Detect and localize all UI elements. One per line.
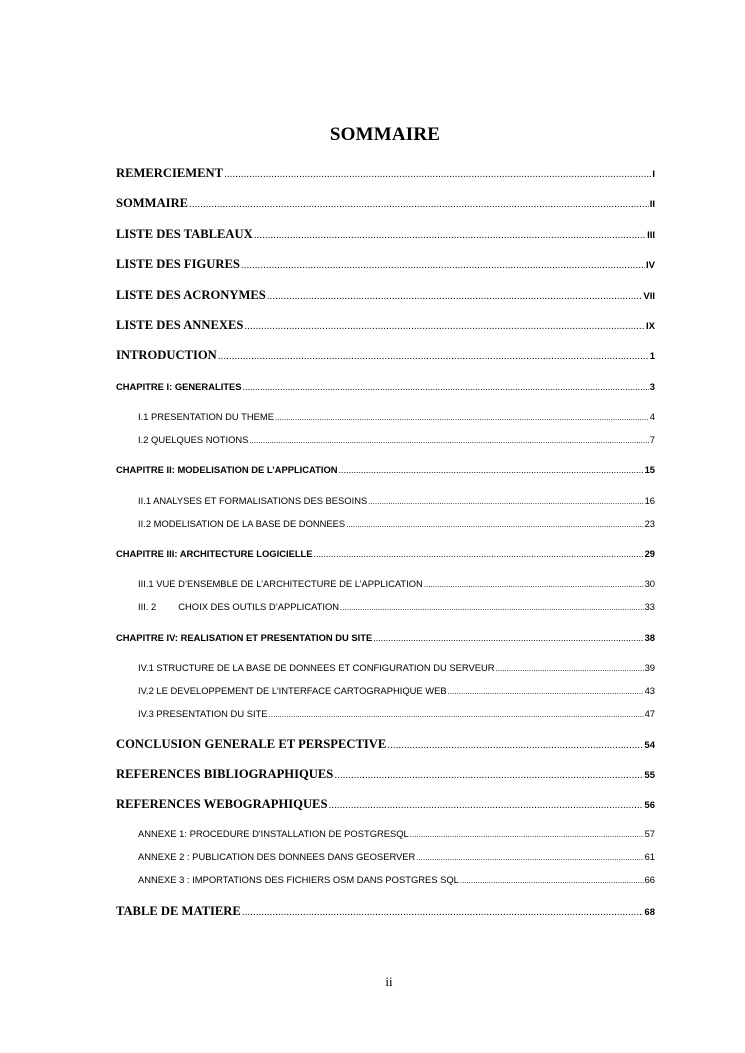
toc-entry-page: 16 [644, 495, 655, 506]
toc-entry-sommaire[interactable] [116, 196, 655, 211]
section-title: CHOIX DES OUTILS D’APPLICATION [178, 601, 340, 612]
toc-entry-label: II.1 ANALYSES ET FORMALISATIONS DES BESOINS [138, 495, 368, 506]
toc-entry-label: III.1 VUE D’ENSEMBLE DE L’ARCHITECTURE DE L’APPLICATION [138, 578, 423, 589]
toc-entry-label: CONCLUSION GENERALE ET PERSPECTIVE [116, 737, 387, 751]
toc-entry-label: ANNEXE 3 : IMPORTATIONS DES FICHIERS OSM DANS POSTGRES SQL [138, 874, 459, 885]
section-number: III. 2 [138, 601, 157, 612]
toc-entry-liste-des-annexes[interactable] [116, 318, 655, 333]
dot-leader [314, 549, 644, 559]
toc-entry-chapitre-2[interactable] [116, 464, 655, 475]
dot-leader [346, 520, 643, 529]
toc-entry-label: SOMMAIRE [116, 196, 189, 210]
toc-entry-label: I.2 QUELQUES NOTIONS [138, 434, 249, 445]
dot-leader [269, 710, 644, 719]
toc-entry-page: 7 [649, 434, 655, 445]
toc-entry-page: 54 [644, 740, 655, 751]
toc-entry-annexe-2[interactable] [138, 851, 655, 862]
toc-entry-label: IV.3 PRESENTATION DU SITE [138, 708, 268, 719]
toc-entry-label: REFERENCES WEBOGRAPHIQUES [116, 797, 328, 811]
toc-entry-page: 61 [644, 851, 655, 862]
toc-entry-label: CHAPITRE III: ARCHITECTURE LOGICIELLE [116, 548, 313, 559]
toc-entry-page: 55 [644, 770, 655, 781]
toc-entry-section-1-2[interactable] [138, 434, 655, 445]
toc-entry-label: ANNEXE 2 : PUBLICATION DES DONNEES DANS GEOSERVER [138, 851, 416, 862]
toc-entry-label: CHAPITRE IV: REALISATION ET PRESENTATION DU SITE [116, 632, 373, 643]
page-title: SOMMAIRE [329, 124, 441, 145]
toc-entry-liste-des-tableaux[interactable] [116, 227, 655, 242]
toc-entry-section-3-1[interactable] [138, 578, 655, 589]
toc-entry-section-4-1[interactable] [138, 662, 655, 673]
toc-entry-liste-des-figures[interactable] [116, 257, 655, 272]
toc-entry-label: REFERENCES BIBLIOGRAPHIQUES [116, 767, 334, 781]
toc-entry-section-1-1[interactable] [138, 411, 655, 422]
dot-leader [224, 169, 651, 180]
toc-entry-page: VII [643, 291, 655, 302]
dot-leader [416, 853, 643, 862]
toc-entry-section-4-2[interactable] [138, 685, 655, 696]
toc-entry-label: CHAPITRE I: GENERALITES [116, 381, 242, 392]
toc-entry-page: 68 [644, 907, 655, 918]
dot-leader [249, 436, 648, 445]
toc-entry-page: 1 [649, 351, 655, 362]
toc-entry-label [138, 601, 339, 612]
toc-entry-section-2-2[interactable] [138, 518, 655, 529]
dot-leader [334, 770, 643, 781]
toc-entry-page: III [647, 230, 655, 241]
dot-leader [275, 413, 649, 422]
toc-entry-references-bibliographiques[interactable] [116, 767, 655, 782]
toc-entry-page: 38 [644, 632, 655, 643]
toc-entry-chapitre-1[interactable] [116, 381, 655, 392]
dot-leader [189, 199, 649, 210]
toc-entry-table-de-matiere[interactable] [116, 904, 655, 919]
dot-leader [373, 633, 643, 643]
dot-leader [254, 230, 646, 241]
toc-entry-page: IV [646, 260, 655, 271]
toc-entry-conclusion[interactable] [116, 737, 655, 752]
toc-entry-page: 23 [644, 518, 655, 529]
dot-leader [267, 291, 643, 302]
page-number: ii [385, 974, 393, 989]
toc-entry-label: LISTE DES TABLEAUX [116, 227, 253, 241]
dot-leader [448, 687, 644, 696]
toc-entry-label: CHAPITRE II: MODELISATION DE L’APPLICATION [116, 464, 338, 475]
toc-entry-page: 57 [644, 828, 655, 839]
toc-entry-section-3-2[interactable] [138, 601, 655, 612]
toc-entry-label: TABLE DE MATIERE [116, 904, 241, 918]
dot-leader [242, 907, 644, 918]
toc-entry-chapitre-4[interactable] [116, 632, 655, 643]
dot-leader [460, 876, 644, 885]
toc-entry-section-4-3[interactable] [138, 708, 655, 719]
toc-entry-annexe-3[interactable] [138, 874, 655, 885]
toc-entry-label: ANNEXE 1: PROCEDURE D'INSTALLATION DE POSTGRESQL [138, 828, 409, 839]
dot-leader [424, 580, 644, 589]
toc-entry-page: IX [646, 321, 655, 332]
toc-entry-page: II [649, 199, 655, 210]
toc-entry-page: I [652, 169, 655, 180]
dot-leader [496, 664, 644, 673]
toc-entry-page: 33 [644, 601, 655, 612]
toc-entry-page: 3 [649, 381, 655, 392]
toc-entry-page: 39 [644, 662, 655, 673]
toc-entry-label: REMERCIEMENT [116, 166, 224, 180]
dot-leader [243, 382, 649, 392]
toc-entry-label: LISTE DES FIGURES [116, 257, 240, 271]
dot-leader [218, 351, 649, 362]
toc-entry-label: INTRODUCTION [116, 348, 217, 362]
toc-entry-introduction[interactable] [116, 348, 655, 363]
toc-entry-annexe-1[interactable] [138, 828, 655, 839]
toc-entry-page: 56 [644, 800, 655, 811]
toc-entry-page: 30 [644, 578, 655, 589]
dot-leader [244, 321, 645, 332]
toc-entry-page: 29 [644, 548, 655, 559]
dot-leader [410, 830, 644, 839]
toc-entry-label: LISTE DES ANNEXES [116, 318, 244, 332]
dot-leader [241, 260, 645, 271]
toc-entry-page: 43 [644, 685, 655, 696]
toc-entry-label: IV.2 LE DEVELOPPEMENT DE L’INTERFACE CARTOGRAPHIQUE WEB [138, 685, 447, 696]
toc-entry-label: I.1 PRESENTATION DU THEME [138, 411, 274, 422]
toc-entry-label: LISTE DES ACRONYMES [116, 288, 266, 302]
toc-entry-page: 47 [644, 708, 655, 719]
dot-leader [368, 497, 643, 506]
toc-entry-remerciement[interactable] [116, 166, 655, 181]
toc-entry-liste-des-acronymes[interactable] [116, 288, 655, 303]
dot-leader [328, 800, 643, 811]
toc-entry-section-2-1[interactable] [138, 495, 655, 506]
toc-entry-label: IV.1 STRUCTURE DE LA BASE DE DONNEES ET CONFIGURATION DU SERVEUR [138, 662, 495, 673]
toc-entry-page: 15 [644, 464, 655, 475]
toc-entry-page: 4 [649, 411, 655, 422]
toc-entry-chapitre-3[interactable] [116, 548, 655, 559]
dot-leader [340, 603, 644, 612]
dot-leader [339, 465, 644, 475]
toc-entry-label: II.2 MODELISATION DE LA BASE DE DONNEES [138, 518, 346, 529]
toc-entry-references-webographiques[interactable] [116, 797, 655, 812]
toc-entry-page: 66 [644, 874, 655, 885]
dot-leader [387, 740, 643, 751]
